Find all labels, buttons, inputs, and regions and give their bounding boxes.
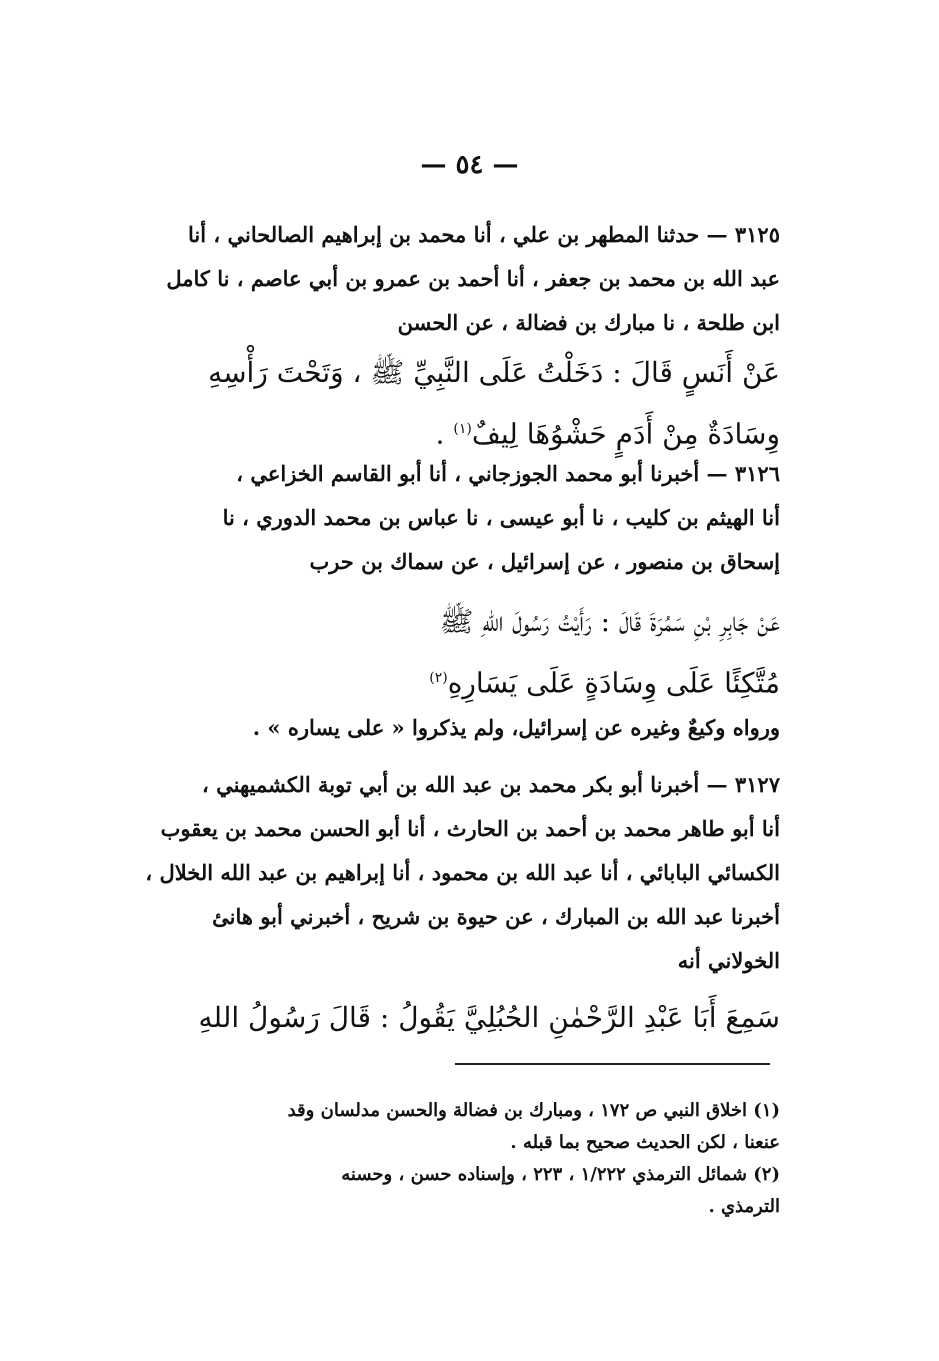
note-line: ورواه وكيعٌ وغيره عن إسرائيل، ولم يذكروا « على يساره » . (252, 715, 780, 740)
hadith-3127-isnad (128, 763, 780, 983)
footnote-line: الترمذي . (708, 1196, 780, 1217)
footnote-divider (455, 1063, 770, 1065)
hadith-3126-matn (128, 594, 780, 711)
isnad-line: ابن طلحة ، نا مبارك بن فضالة ، عن الحسن (397, 310, 780, 335)
matn-text: مُتَّكِئًا عَلَى وِسَادَةٍ عَلَى يَسَارِهِ (447, 666, 780, 700)
page-number: — ٥٤ — (420, 150, 519, 180)
hadith-3125-isnad (128, 213, 780, 345)
matn-line: عَنْ جَابِرِ بْنِ سَمُرَةَ قَالَ : رَأَيْتُ رَسُولَ اللهِ ﷺ (439, 605, 780, 638)
footnotes (128, 1095, 780, 1223)
isnad-line: إسحاق بن منصور ، عن إسرائيل ، عن سماك بن حرب (309, 549, 780, 574)
isnad-line: ٣١٢٧ — أخبرنا أبو بكر محمد بن عبد الله بن أبي توبة الكشميهني ، (202, 772, 780, 797)
isnad-line: أنا الهيثم بن كليب ، نا أبو عيسى ، نا عباس بن محمد الدوري ، نا (222, 505, 780, 530)
isnad-line: أخبرنا عبد الله بن المبارك ، عن حيوة بن شريح ، أخبرني أبو هانئ (212, 904, 780, 929)
matn-line: عَنْ أَنَسٍ قَالَ : دَخَلْتُ عَلَى النَّبِيِّ ﷺ ، وَتَحْتَ رَأْسِهِ (208, 356, 780, 389)
isnad-line: الكسائي البابائي ، أنا عبد الله بن محمود ، أنا إبراهيم بن عبد الله الخلال ، (145, 860, 780, 885)
isnad-line: ٣١٢٦ — أخبرنا أبو محمد الجوزجاني ، أنا أبو القاسم الخزاعي ، (236, 461, 780, 486)
isnad-line: عبد الله بن محمد بن جعفر ، أنا أحمد بن عمرو بن أبي عاصم ، نا كامل (166, 266, 780, 291)
footnote-ref: (١) (453, 421, 472, 437)
matn-text: وِسَادَةٌ مِنْ أَدَمٍ حَشْوُهَا لِيفٌ (471, 417, 780, 451)
hadith-3126-note (128, 706, 780, 750)
isnad-line: الخولاني أنه (677, 948, 780, 973)
hadith-3125-matn (128, 345, 780, 462)
isnad-line: ٣١٢٥ — حدثنا المطهر بن علي ، أنا محمد بن إبراهيم الصالحاني ، أنا (188, 222, 780, 247)
footnote-line: عنعنا ، لكن الحديث صحيح بما قبله . (510, 1132, 780, 1153)
matn-end: . (435, 417, 454, 451)
isnad-line: أنا أبو طاهر محمد بن أحمد بن الحارث ، أنا أبو الحسن محمد بن يعقوب (160, 816, 780, 841)
footnote-line: (٢) شمائل الترمذي ١/٢٢٢ ، ٢٢٣ ، وإسناده حسن ، وحسنه (341, 1164, 780, 1185)
hadith-3126-isnad (128, 452, 780, 584)
hadith-3127-matn (128, 990, 780, 1046)
footnote-line: (١) اخلاق النبي ص ١٧٢ ، ومبارك بن فضالة والحسن مدلسان وقد (287, 1100, 780, 1121)
matn-line: سَمِعَ أَبَا عَبْدِ الرَّحْمٰنِ الحُبُلِيَّ يَقُولُ : قَالَ رَسُولُ اللهِ (198, 1001, 780, 1034)
footnote-ref: (٢) (429, 670, 448, 686)
matn-line (128, 650, 780, 711)
